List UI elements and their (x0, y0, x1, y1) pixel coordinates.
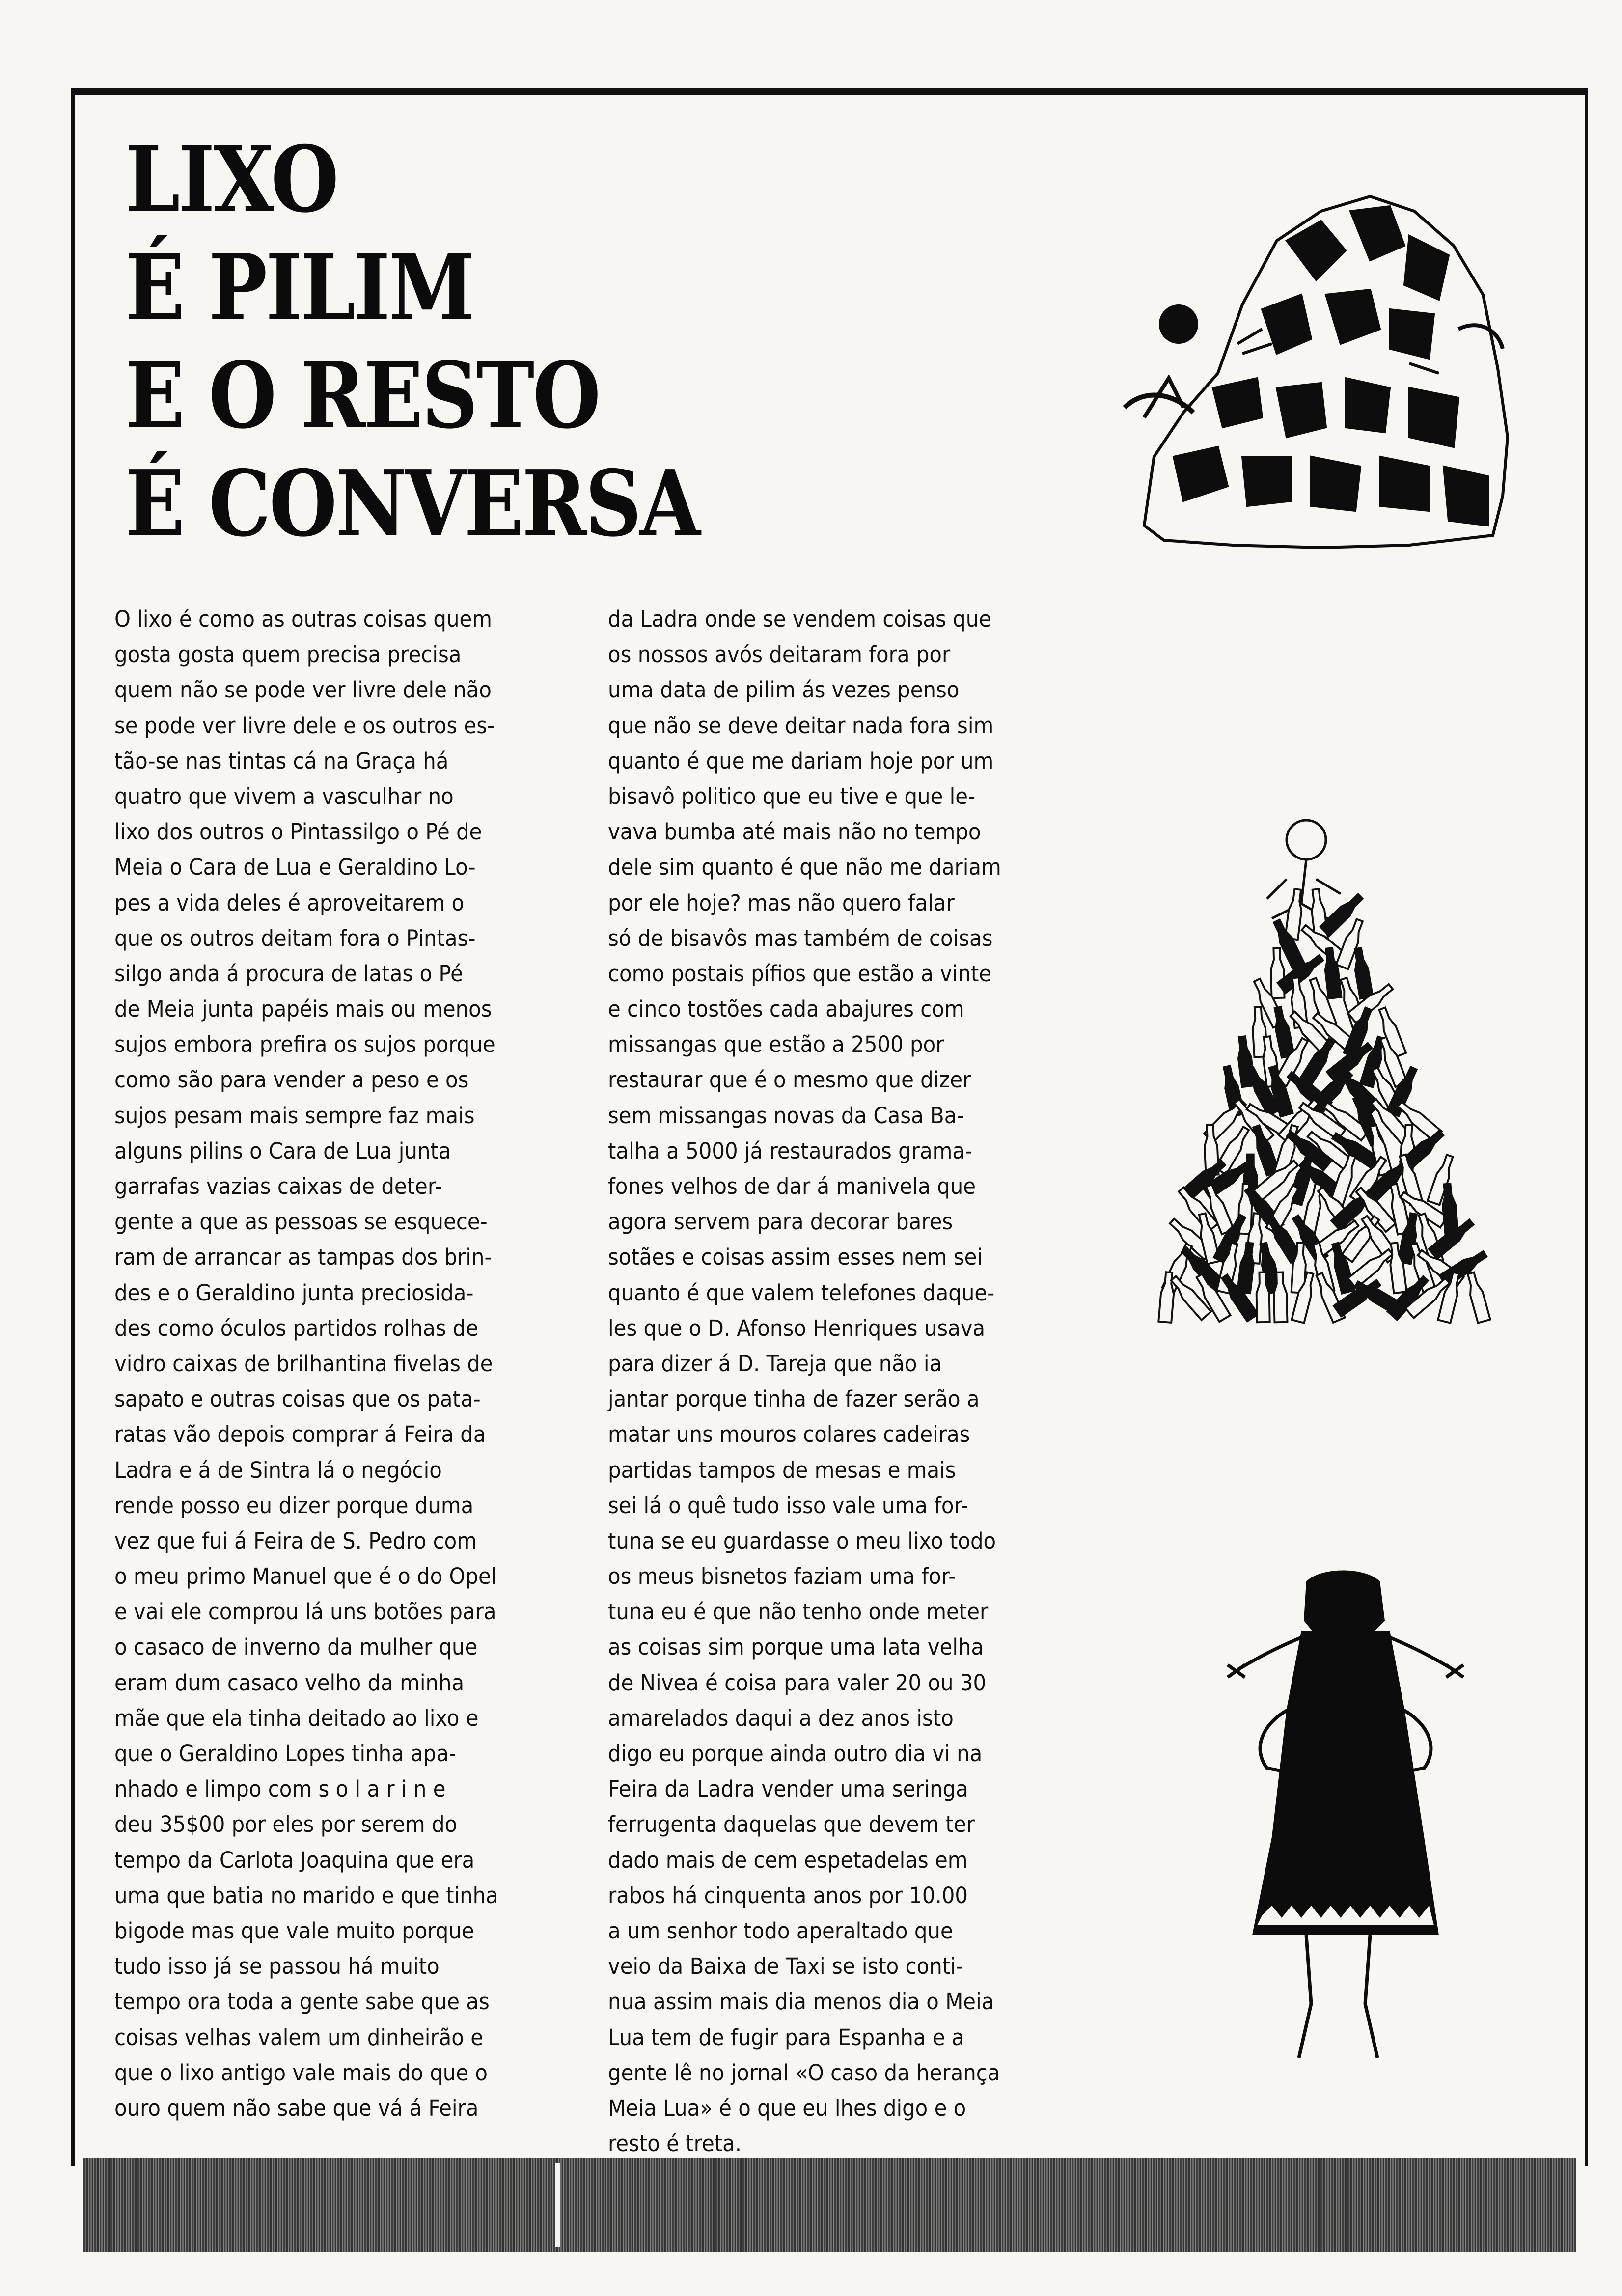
text-line: sujos embora prefira os sujos porque (114, 1031, 495, 1058)
headline-line-2: É PILIM (125, 234, 474, 341)
text-line: rende posso eu dizer porque duma (114, 1492, 474, 1519)
article-column-left (114, 602, 514, 2126)
headline-line-4: É CONVERSA (125, 450, 699, 557)
bottle-shape (1270, 948, 1285, 998)
text-line: quem não se pode ver livre dele não (114, 677, 492, 703)
text-line: Lua tem de fugir para Espanha e a (608, 2024, 964, 2050)
text-line: matar uns mouros colares cadeiras (608, 1421, 970, 1448)
text-line: e cinco tostões cada abajures com (608, 996, 964, 1023)
text-line: sei lá o quê tudo isso vale uma for- (608, 1492, 969, 1519)
text-line: sem missangas novas da Casa Ba- (608, 1102, 964, 1129)
bottle-shape (1271, 1006, 1294, 1058)
text-line: bisavô politico que eu tive e que le- (608, 783, 976, 809)
text-line: nhado e limpo com s o l a r i n e (114, 1776, 446, 1802)
text-line: mãe que ela tinha deitado ao lixo e (114, 1705, 479, 1731)
text-line: tempo ora toda a gente sabe que as (114, 1989, 490, 2015)
text-line: de Nivea é coisa para valer 20 ou 30 (608, 1669, 987, 1696)
text-line: que o Geraldino Lopes tinha apa- (114, 1741, 457, 1767)
text-line: o casaco de inverno da mulher que (114, 1634, 478, 1660)
text-line: agora servem para decorar bares (608, 1209, 953, 1235)
text-line: resto é treta. (608, 2130, 742, 2157)
text-line: pes a vida deles é aproveitarem o (114, 889, 465, 916)
text-line: que o lixo antigo vale mais do que o (114, 2059, 488, 2086)
text-line: os meus bisnetos faziam uma for- (608, 1563, 956, 1590)
text-line: Feira da Ladra vender uma seringa (608, 1776, 968, 1802)
text-line: alguns pilins o Cara de Lua junta (114, 1137, 451, 1164)
text-line: só de bisavôs mas também de coisas (608, 925, 993, 951)
text-line: de Meia junta papéis mais ou menos (114, 996, 492, 1023)
text-line: eram dum casaco velho da minha (114, 1669, 465, 1696)
text-line: a um senhor todo aperaltado que (608, 1917, 953, 1944)
text-line: tuna se eu guardasse o meu lixo todo (608, 1527, 996, 1554)
text-line: as coisas sim porque uma lata velha (608, 1634, 984, 1660)
text-line: amarelados daqui a dez anos isto (608, 1705, 954, 1731)
text-line: coisas velhas valem um dinheirão e (114, 2024, 483, 2050)
text-line: que não se deve deitar nada fora sim (608, 712, 994, 739)
text-line: partidas tampos de mesas e mais (608, 1457, 956, 1483)
band-separator (555, 2163, 560, 2247)
text-line: vidro caixas de brilhantina fivelas de (114, 1350, 493, 1377)
text-line: bigode mas que vale muito porque (114, 1917, 474, 1944)
bottom-halftone-band (83, 2158, 1576, 2252)
headline-line-1: LIXO (125, 126, 337, 233)
text-line: talha a 5000 já restaurados grama- (608, 1137, 973, 1164)
text-line: jantar porque tinha de fazer serão a (608, 1386, 980, 1412)
text-line: ram de arrancar as tampas dos brin- (114, 1244, 492, 1271)
text-line: silgo anda á procura de latas o Pé (114, 960, 463, 987)
text-line: ratas vão depois comprar á Feira da (114, 1421, 486, 1448)
text-line: da Ladra onde se vendem coisas que (608, 606, 992, 632)
text-line: ouro quem não sabe que vá á Feira (114, 2095, 479, 2121)
text-line: deu 35$00 por eles por serem do (114, 1811, 458, 1838)
text-line: Ladra e á de Sintra lá o negócio (114, 1457, 442, 1483)
text-line: vava bumba até mais não no tempo (608, 819, 981, 845)
text-line: sapato e outras coisas que os pata- (114, 1386, 481, 1412)
text-line: os nossos avós deitaram fora por (608, 641, 951, 668)
text-line: tão-se nas tintas cá na Graça há (114, 747, 449, 774)
text-line: tudo isso já se passou há muito (114, 1953, 440, 1980)
text-line: restaurar que é o mesmo que dizer (608, 1067, 971, 1093)
text-line: fones velhos de dar á manivela que (608, 1173, 976, 1199)
text-line: dado mais de cem espetadelas em (608, 1847, 968, 1873)
text-line: como são para vender a peso e os (114, 1067, 469, 1093)
text-line: vez que fui á Feira de S. Pedro com (114, 1527, 477, 1554)
bottle-shape (1465, 1272, 1490, 1323)
headline (125, 125, 759, 557)
text-line: gente a que as pessoas se esquece- (114, 1209, 488, 1235)
text-line: sujos pesam mais sempre faz mais (114, 1102, 475, 1129)
text-line: tuna eu é que não tenho onde meter (608, 1599, 989, 1625)
text-line: que os outros deitam fora o Pintas- (114, 925, 476, 951)
text-line: Meia Lua» é o que eu lhes digo e o (608, 2095, 966, 2121)
text-line: Meia o Cara de Lua e Geraldino Lo- (114, 854, 476, 881)
text-line: o meu primo Manuel que é o do Opel (114, 1563, 497, 1590)
text-line: se pode ver livre dele e os outros es- (114, 712, 495, 739)
text-line: por ele hoje? mas não quero falar (608, 889, 955, 916)
text-line: uma que batia no marido e que tinha (114, 1882, 498, 1909)
bottle-pile-drawing (1144, 805, 1498, 1336)
trash-heap-drawing (1115, 182, 1517, 555)
text-line: O lixo é como as outras coisas quem (114, 606, 493, 632)
text-line: como postais pífios que estão a vinte (608, 960, 992, 987)
text-line: rabos há cinquenta anos por 10.00 (608, 1882, 968, 1909)
text-line: quanto é que valem telefones daque- (608, 1279, 995, 1306)
text-line: les que o D. Afonso Henriques usava (608, 1315, 986, 1341)
text-line: quanto é que me dariam hoje por um (608, 747, 994, 774)
text-line: nua assim mais dia menos dia o Meia (608, 1989, 994, 2015)
text-line: dele sim quanto é que não me dariam (608, 854, 1001, 881)
text-line: gosta gosta quem precisa precisa (114, 641, 462, 668)
text-line: des como óculos partidos rolhas de (114, 1315, 479, 1341)
text-line: ferrugenta daquelas que devem ter (608, 1811, 975, 1838)
text-line: missangas que estão a 2500 por (608, 1031, 944, 1058)
text-line: des e o Geraldino junta preciosida- (114, 1279, 474, 1306)
text-line: para dizer á D. Tareja que não ia (608, 1350, 942, 1377)
article-column-right (608, 602, 1008, 2161)
text-line: veio da Baixa de Taxi se isto conti- (608, 1953, 963, 1980)
text-line: e vai ele comprou lá uns botões para (114, 1599, 496, 1625)
headline-line-3: E O RESTO (125, 342, 600, 449)
text-line: uma data de pilim ás vezes penso (608, 677, 960, 703)
text-line: sotães e coisas assim esses nem sei (608, 1244, 983, 1271)
text-line: lixo dos outros o Pintassilgo o Pé de (114, 819, 482, 845)
woman-silhouette-drawing (1208, 1562, 1483, 2077)
bottle-shape (1352, 947, 1373, 998)
text-line: gente lê no jornal «O caso da herança (608, 2059, 1000, 2086)
text-line: tempo da Carlota Joaquina que era (114, 1847, 475, 1873)
text-line: digo eu porque ainda outro dia vi na (608, 1741, 983, 1767)
text-line: garrafas vazias caixas de deter- (114, 1173, 442, 1199)
text-line: quatro que vivem a vasculhar no (114, 783, 454, 809)
